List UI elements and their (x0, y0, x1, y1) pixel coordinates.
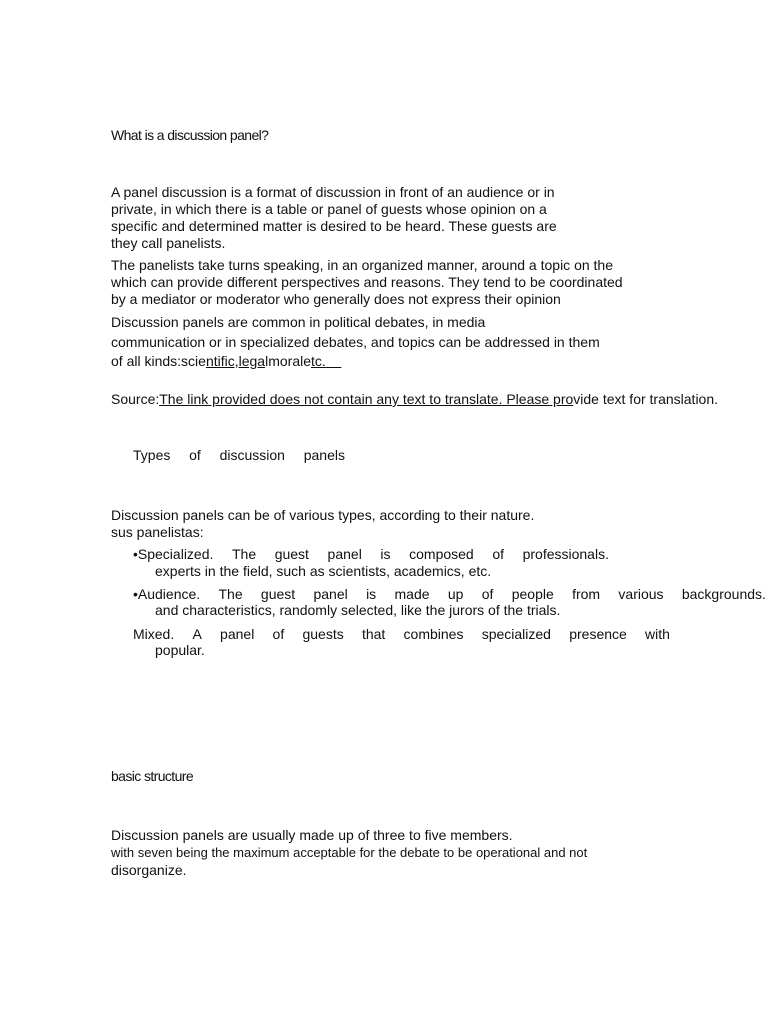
list-item-continuation: popular. (155, 642, 205, 658)
text-line: specific and determined matter is desired to be heard. These guests are (111, 218, 557, 234)
word: panel (327, 546, 362, 562)
word: with (645, 626, 670, 642)
word: specialized (481, 626, 551, 642)
source-line (111, 391, 718, 407)
list-item-continuation: and characteristics, randomly selected, like the jurors of the trials. (155, 602, 561, 618)
word: Mixed. (133, 626, 175, 642)
text-line-kinds (111, 352, 600, 372)
underlined-fragment: tc. (311, 353, 326, 369)
text-line: communication or in specialized debates, and topics can be addressed in them (111, 333, 600, 350)
text-line: by a mediator or moderator who generally does not express their opinion (111, 291, 561, 307)
word: panel (313, 586, 348, 602)
types-heading (133, 447, 345, 463)
paragraph-definition (111, 184, 557, 252)
types-intro (111, 507, 534, 541)
word: panel (220, 626, 255, 642)
heading-word: of (189, 447, 201, 463)
list-item-mixed (133, 626, 670, 642)
word: various (618, 586, 664, 602)
word: combines (403, 626, 464, 642)
word: presence (569, 626, 627, 642)
heading-word: Types (133, 447, 171, 463)
word: professionals. (522, 546, 609, 562)
text-fragment: lmorale (265, 353, 311, 369)
word: guest (260, 586, 296, 602)
word: of (492, 546, 504, 562)
structure-line: with seven being the maximum acceptable for the debate to be operational and not (111, 845, 588, 860)
text-fragment: of all kinds:scie (111, 353, 206, 369)
source-text: vide text for translation. (573, 391, 719, 407)
word: The (218, 586, 243, 602)
source-link[interactable]: The link provided does not contain any text to translate. Please pro (159, 391, 574, 407)
list-item-audience (133, 586, 766, 602)
word: of (481, 586, 494, 602)
word: guests (302, 626, 344, 642)
heading-word: discussion (219, 447, 285, 463)
text-line: they call panelists. (111, 235, 226, 251)
paragraph-panelists (111, 257, 623, 308)
structure-line: Discussion panels are usually made up of three to five members. (111, 827, 513, 843)
word: that (361, 626, 386, 642)
text-line: Discussion panels are common in political debates, in media (111, 314, 486, 330)
word: backgrounds. (681, 586, 766, 602)
word: •Specialized. (133, 546, 214, 562)
text-line: The panelists take turns speaking, in an organized manner, around a topic on the (111, 257, 613, 273)
underline-blank (326, 353, 342, 369)
paragraph-common-uses (111, 313, 600, 372)
section-heading-structure: basic structure (111, 768, 194, 784)
text-line: private, in which there is a table or panel of guests whose opinion on a (111, 201, 547, 217)
text-line: A panel discussion is a format of discussion in front of an audience or in (111, 184, 555, 200)
list-item-continuation: experts in the field, such as scientists, academics, etc. (155, 563, 492, 579)
word: people (511, 586, 554, 602)
word: is (366, 586, 377, 602)
word: is (380, 546, 391, 562)
heading-word: panels (303, 447, 345, 463)
word: guest (274, 546, 309, 562)
word: from (572, 586, 601, 602)
list-item-specialized (133, 546, 609, 562)
text-line: Discussion panels can be of various types, according to their nature. (111, 507, 535, 523)
source-label: Source: (111, 391, 160, 407)
word: up (447, 586, 464, 602)
section-heading-panel: What is a discussion panel? (111, 127, 269, 143)
text-line: which can provide different perspectives and reasons. They tend to be coordinated (111, 274, 623, 290)
word: •Audience. (133, 586, 201, 602)
word: made (394, 586, 430, 602)
underlined-fragment: ntific,lega (205, 353, 266, 369)
word: composed (409, 546, 474, 562)
word: of (272, 626, 285, 642)
word: A (192, 626, 202, 642)
text-line: sus panelistas: (111, 524, 204, 540)
word: The (231, 546, 257, 562)
structure-line: disorganize. (111, 862, 187, 878)
